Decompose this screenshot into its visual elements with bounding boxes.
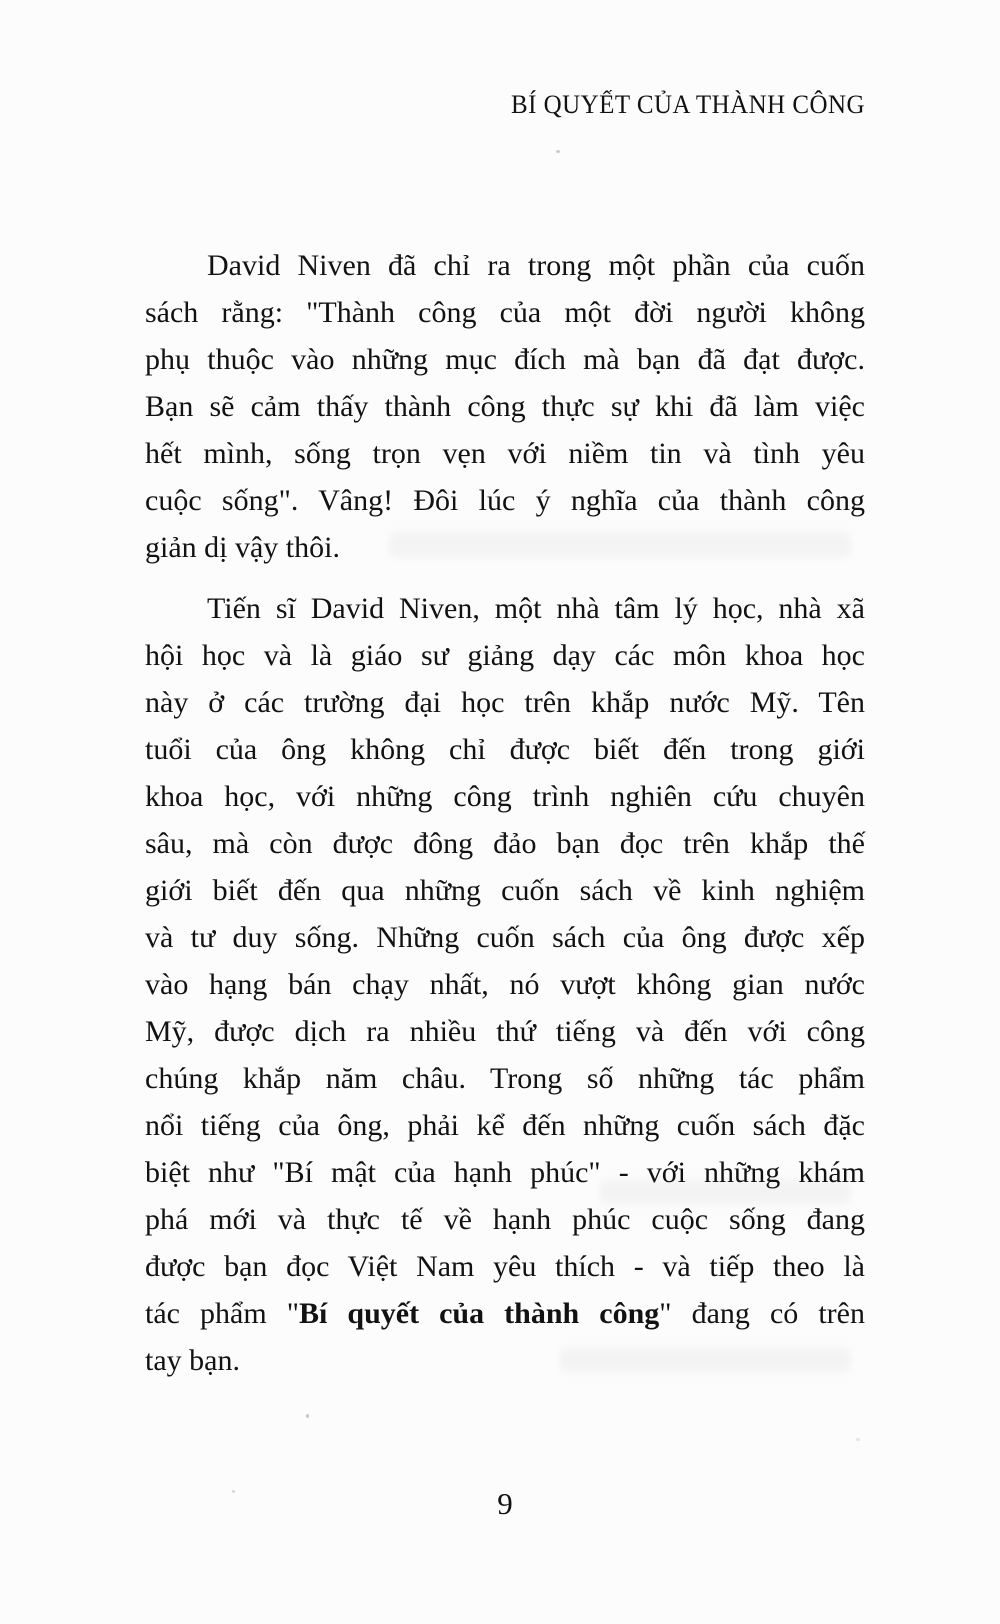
text-line: nổi tiếng của ông, phải kể đến những cuốn sách đặc (145, 1109, 865, 1142)
paragraph (145, 242, 865, 571)
text-line: phụ thuộc vào những mục đích mà bạn đã đạt được. (145, 343, 865, 376)
text-line: vào hạng bán chạy nhất, nó vượt không gian nước (145, 968, 865, 1001)
text-line: khoa học, với những công trình nghiên cứu chuyên (145, 780, 865, 813)
text-line: tay bạn. (145, 1344, 240, 1377)
text-line: giới biết đến qua những cuốn sách về kinh nghiệm (145, 874, 865, 907)
text-line: Mỹ, được dịch ra nhiều thứ tiếng và đến với công (145, 1015, 865, 1048)
scan-speck (856, 1438, 860, 1441)
page-number: 9 (497, 1486, 513, 1521)
text-line: tuổi của ông không chỉ được biết đến trong giới (145, 733, 865, 766)
text-line: giản dị vậy thôi. (145, 531, 340, 564)
running-header: BÍ QUYẾT CỦA THÀNH CÔNG (510, 90, 865, 119)
text-line: sách rằng: "Thành công của một đời người không (145, 296, 865, 329)
body-text (145, 242, 865, 1384)
scan-speck (306, 1414, 309, 1418)
text-line: Tiến sĩ David Niven, một nhà tâm lý học, nhà xã (207, 592, 865, 625)
text-line: và tư duy sống. Những cuốn sách của ông được xếp (145, 921, 865, 954)
text-line: này ở các trường đại học trên khắp nước Mỹ. Tên (145, 686, 865, 719)
text-line: chúng khắp năm châu. Trong số những tác phẩm (145, 1062, 865, 1095)
text-line: phá mới và thực tế về hạnh phúc cuộc sống đang (145, 1203, 865, 1236)
text-line: hội học và là giáo sư giảng dạy các môn khoa học (145, 639, 865, 672)
scan-speck (556, 150, 560, 153)
text-line: sâu, mà còn được đông đảo bạn đọc trên khắp thế (145, 827, 865, 860)
text-line: biệt như "Bí mật của hạnh phúc" - với những khám (145, 1156, 865, 1189)
text-line: cuộc sống". Vâng! Đôi lúc ý nghĩa của thành công (145, 484, 865, 517)
text-line: Bạn sẽ cảm thấy thành công thực sự khi đã làm việc (145, 390, 865, 423)
paragraph (145, 585, 865, 1384)
text-line: tác phẩm "Bí quyết của thành công" đang có trên (145, 1297, 865, 1330)
text-line: được bạn đọc Việt Nam yêu thích - và tiếp theo là (145, 1250, 865, 1283)
text-line: hết mình, sống trọn vẹn với niềm tin và tình yêu (145, 437, 865, 470)
scan-speck (232, 1490, 235, 1493)
text-line: David Niven đã chỉ ra trong một phần của cuốn (207, 249, 865, 282)
